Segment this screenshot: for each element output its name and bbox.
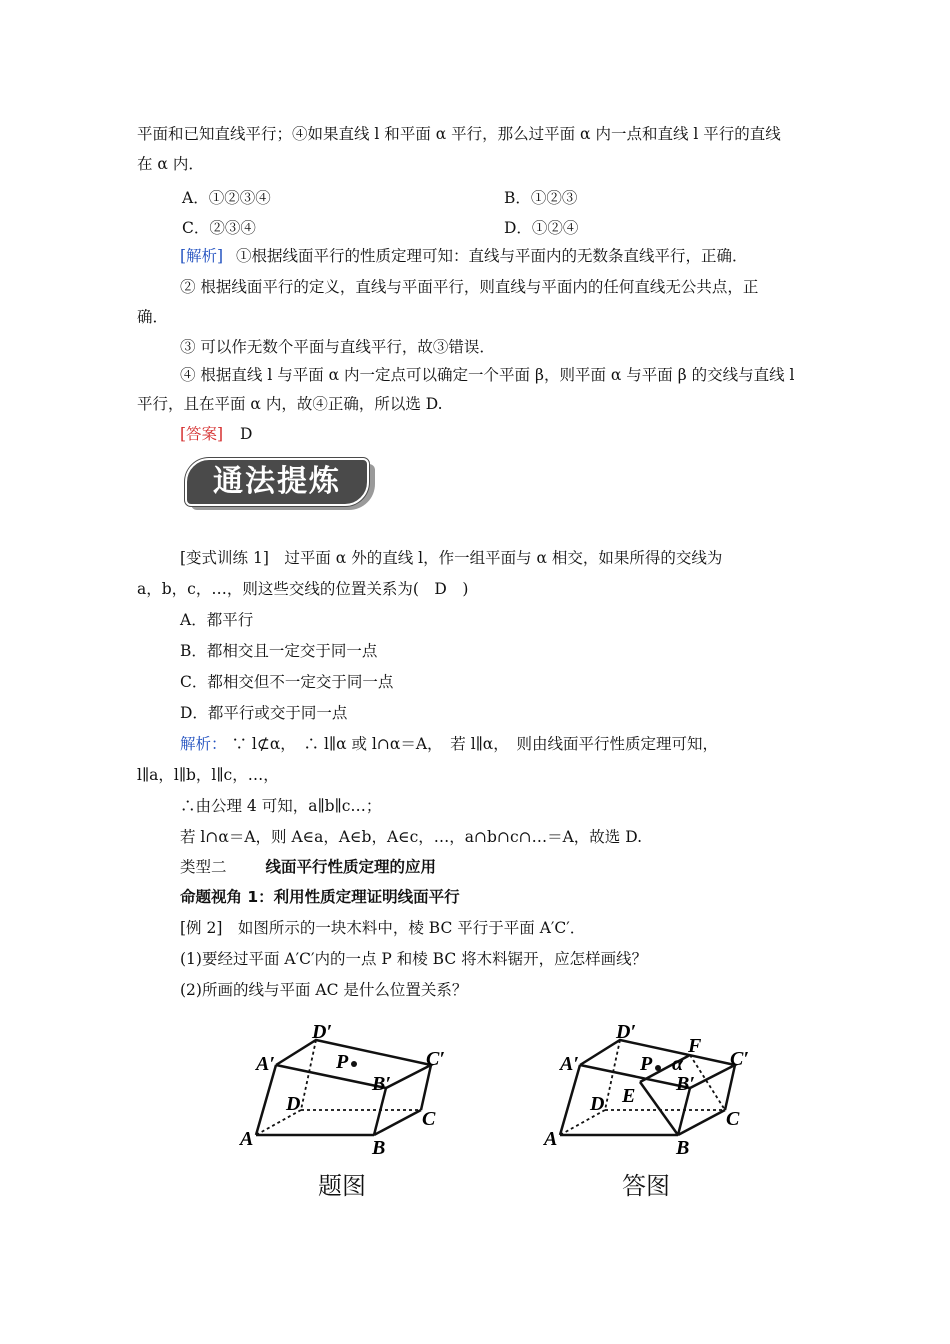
type-heading-label: 类型二	[180, 858, 227, 876]
type-heading	[180, 856, 436, 878]
variant-option: D．都平行或交于同一点	[180, 704, 348, 722]
variant-analysis-line: ∴由公理 4 可知，a∥b∥c…；	[180, 797, 382, 815]
banner-title: 通法提炼	[185, 458, 369, 506]
option-a: A．①②③④	[182, 189, 271, 207]
label-P: P	[640, 1053, 653, 1075]
variant-analysis-text: ∵ l⊄α， ∴ l∥α 或 l∩α＝A， 若 l∥α， 则由线面平行性质定理可知，	[231, 735, 719, 753]
label-C1: C′	[730, 1048, 749, 1070]
label-D1: D′	[616, 1021, 637, 1043]
label-P: P	[336, 1051, 349, 1073]
label-A: A	[240, 1128, 254, 1150]
analysis-text: ①根据线面平行的性质定理可知：直线与平面内的无数条直线平行，正确．	[236, 247, 748, 265]
variant-analysis-line: 若 l∩α＝A，则 A∈a，A∈b，A∈c，…，a∩b∩c∩…＝A，故选 D.	[180, 828, 643, 846]
answer-line	[180, 423, 252, 445]
variant-option: A．都平行	[180, 611, 254, 629]
label-C: C	[726, 1108, 740, 1130]
label-E: E	[622, 1085, 636, 1107]
label-F: F	[688, 1035, 702, 1057]
label-B1: B′	[676, 1073, 695, 1095]
text-line: 平面和已知直线平行；④如果直线 l 和平面 α 平行，那么过平面 α 内一点和直线 l 平行的直线	[137, 125, 781, 143]
variant-option: B．都相交且一定交于同一点	[180, 642, 378, 660]
variant-line: a，b，c，…，则这些交线的位置关系为( D )	[137, 580, 469, 598]
label-C: C	[422, 1108, 436, 1130]
label-B: B	[372, 1137, 386, 1159]
analysis-line: ② 根据线面平行的定义，直线与平面平行，则直线与平面内的任何直线无公共点，正	[180, 278, 759, 296]
option-b: B．①②③	[504, 189, 578, 207]
analysis-tag: [解析]	[180, 247, 224, 265]
label-B1: B′	[372, 1073, 391, 1095]
label-C1: C′	[426, 1048, 445, 1070]
label-A: A	[544, 1128, 558, 1150]
option-d: D．①②④	[504, 219, 579, 237]
example-line: [例 2] 如图所示的一块木料中，棱 BC 平行于平面 A′C′．	[180, 919, 586, 937]
question-1: (1)要经过平面 A′C′内的一点 P 和棱 BC 将木料锯开，应怎样画线？	[180, 950, 648, 968]
subheading: 命题视角 1：利用性质定理证明线面平行	[180, 888, 460, 906]
analysis-line: 确．	[137, 308, 169, 326]
analysis-line: ④ 根据直线 l 与平面 α 内一定点可以确定一个平面 β，则平面 α 与平面 β 的交线与直线 l	[180, 366, 795, 384]
variant-line: [变式训练 1] 过平面 α 外的直线 l，作一组平面与 α 相交，如果所得的交线为	[180, 549, 723, 567]
label-B: B	[676, 1137, 690, 1159]
figure-question	[236, 1020, 476, 1165]
analysis-line	[180, 245, 748, 267]
analysis-line: ③ 可以作无数个平面与直线平行，故③错误．	[180, 338, 495, 356]
figure-answer	[540, 1020, 780, 1165]
label-A1: A′	[560, 1053, 579, 1075]
analysis-line: 平行，且在平面 α 内，故④正确，所以选 D.	[137, 395, 443, 413]
answer-tag: [答案]	[180, 425, 224, 443]
label-alpha: α	[672, 1053, 684, 1075]
variant-analysis-tag: 解析：	[180, 735, 227, 753]
label-D: D	[286, 1093, 301, 1115]
option-c: C．②③④	[182, 219, 256, 237]
type-heading-title: 线面平行性质定理的应用	[265, 858, 436, 876]
answer-value: D	[240, 425, 253, 443]
caption-answer: 答图	[622, 1172, 670, 1200]
variant-analysis-line: l∥a，l∥b，l∥c，…，	[137, 766, 279, 784]
text-line: 在 α 内．	[137, 155, 204, 173]
section-banner	[185, 458, 375, 510]
label-D: D	[590, 1093, 605, 1115]
variant-analysis-line	[180, 733, 718, 755]
label-D1: D′	[312, 1021, 333, 1043]
label-A1: A′	[256, 1053, 275, 1075]
question-2: (2)所画的线与平面 AC 是什么位置关系？	[180, 981, 468, 999]
caption-question: 题图	[318, 1172, 366, 1200]
variant-option: C．都相交但不一定交于同一点	[180, 673, 394, 691]
